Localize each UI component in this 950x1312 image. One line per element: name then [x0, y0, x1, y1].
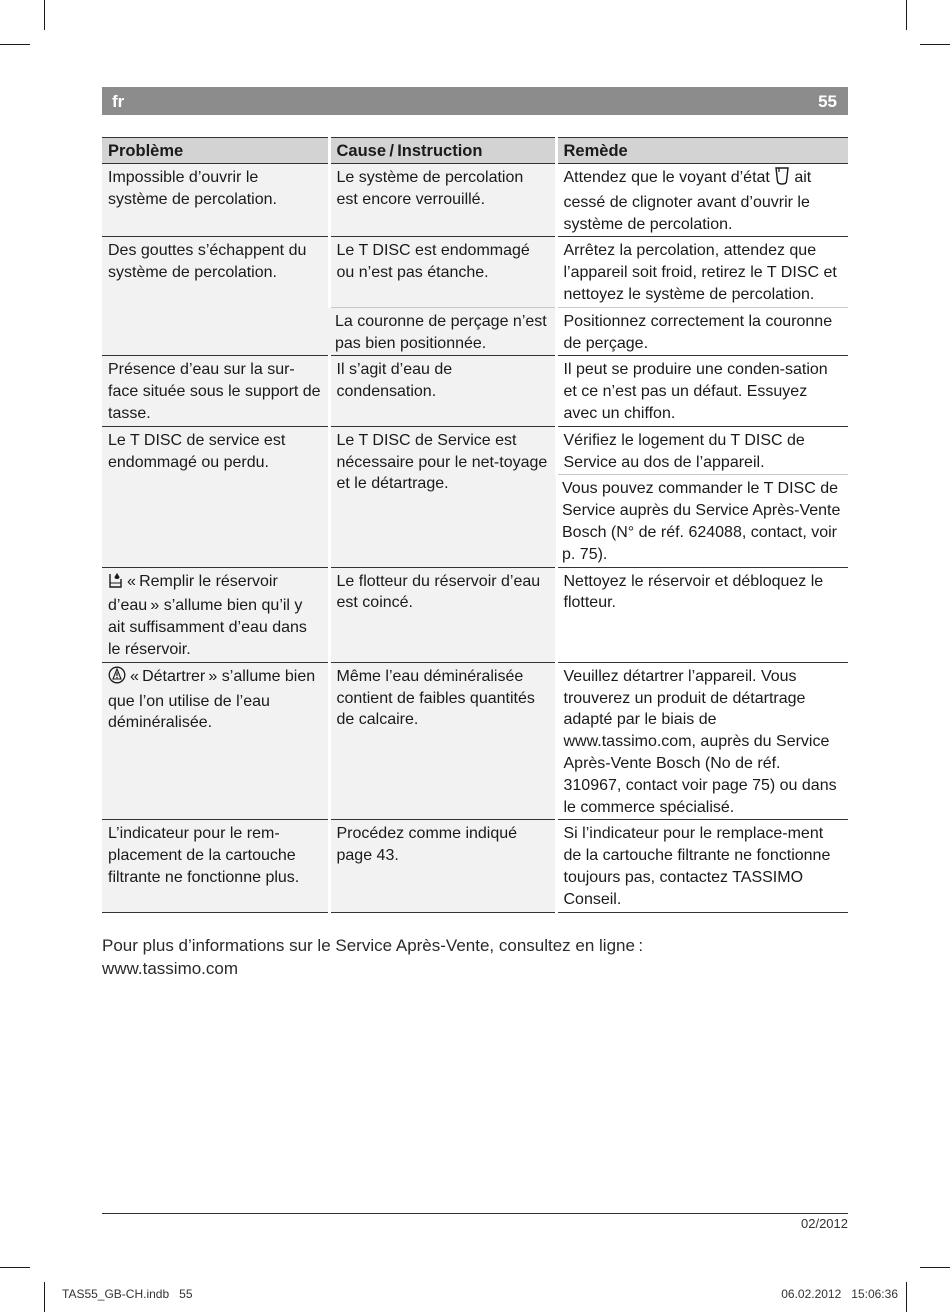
cause-cell: Le T DISC de Service est nécessaire pour le net-toyage et le détartrage. — [329, 426, 556, 567]
print-slug-file: TAS55_GB-CH.indb 55 — [62, 1287, 193, 1301]
service-info-line: Pour plus d’informations sur le Service Après-Vente, consultez en ligne : — [102, 936, 644, 955]
troubleshooting-table — [102, 137, 848, 913]
problem-cell: Impossible d’ouvrir le système de percolation. — [102, 164, 329, 237]
problem-cell: Présence d’eau sur la sur-face située sous le support de tasse. — [102, 356, 329, 426]
table-row — [102, 820, 848, 912]
remedy-cell: Nettoyez le réservoir et débloquez le flotteur. — [556, 567, 848, 662]
remedy-cell: Vous pouvez commander le T DISC de Service auprès du Service Après-Vente Bosch (N° de réf. 624088, contact, voir p. 75). — [556, 475, 848, 567]
problem-cell — [102, 567, 329, 662]
crop-mark — [906, 0, 907, 30]
remedy-cell: Vérifiez le logement du T DISC de Service au dos de l’appareil. — [556, 426, 848, 475]
service-info-text — [102, 935, 643, 980]
descale-warning-icon — [108, 666, 126, 691]
column-header-problem: Problème — [102, 138, 329, 164]
language-label: fr — [112, 92, 125, 111]
crop-mark — [920, 44, 950, 45]
problem-cell — [102, 662, 329, 820]
problem-cell: Des gouttes s’échappent du système de percolation. — [102, 237, 329, 356]
problem-cell: L’indicateur pour le rem-placement de la cartouche filtrante ne fonctionne plus. — [102, 820, 329, 912]
column-header-cause: Cause / Instruction — [329, 138, 556, 164]
page-number: 55 — [818, 92, 837, 111]
problem-text: « Détartrer » s’allume bien que l’on utilise de l’eau déminéralisée. — [108, 667, 316, 732]
problem-cell: Le T DISC de service est endommagé ou perdu. — [102, 426, 329, 567]
crop-mark — [0, 44, 30, 45]
table-row — [102, 164, 848, 237]
problem-text: « Remplir le réservoir d’eau » s’allume bien qu’il y ait suffisamment d’eau dans le réservoir. — [108, 572, 307, 658]
cause-cell: Le T DISC est endommagé ou n’est pas étanche. — [329, 237, 556, 307]
table-header-row — [102, 138, 848, 164]
crop-mark — [44, 0, 45, 30]
remedy-cell: Veuillez détartrer l’appareil. Vous trouverez un produit de détartrage adapté par le biais de www.tassimo.com, auprès du Service Après-Vente Bosch (No de réf. 310967, contact voir page 75) ou dans le commerce spécialisé. — [556, 662, 848, 820]
crop-mark — [0, 1267, 30, 1268]
table-row — [102, 237, 848, 307]
remedy-cell: Si l’indicateur pour le remplace-ment de la cartouche filtrante ne fonctionne toujours pas, contactez TASSIMO Conseil. — [556, 820, 848, 912]
cause-cell: La couronne de perçage n’est pas bien positionnée. — [329, 307, 556, 356]
remedy-cell: Il peut se produire une conden-sation et ce n’est pas un défaut. Essuyez avec un chiffon. — [556, 356, 848, 426]
document-date: 02/2012 — [801, 1216, 848, 1231]
cause-cell: Procédez comme indiqué page 43. — [329, 820, 556, 912]
print-slug-timestamp: 06.02.2012 15:06:36 — [781, 1287, 898, 1301]
footer-divider — [102, 1213, 848, 1214]
table-row — [102, 662, 848, 820]
service-website: www.tassimo.com — [102, 958, 239, 978]
table-row — [102, 426, 848, 475]
crop-mark — [906, 1282, 907, 1312]
remedy-text: Attendez que le voyant d’état — [563, 169, 770, 186]
remedy-cell — [556, 164, 848, 237]
table-row — [102, 356, 848, 426]
cause-cell: Le système de percolation est encore verrouillé. — [329, 164, 556, 237]
remedy-cell: Positionnez correctement la couronne de perçage. — [556, 307, 848, 356]
remedy-text: ait cessé de clignoter avant d’ouvrir le système de percolation. — [563, 169, 812, 233]
cause-cell: Le flotteur du réservoir d’eau est coincé. — [329, 567, 556, 662]
cause-cell: Même l’eau déminéralisée contient de faibles quantités de calcaire. — [329, 662, 556, 820]
page-header-bar — [102, 87, 848, 115]
cup-status-icon — [774, 167, 790, 192]
column-header-remedy: Remède — [556, 138, 848, 164]
cause-cell: Il s’agit d’eau de condensation. — [329, 356, 556, 426]
crop-mark — [44, 1282, 45, 1312]
remedy-cell: Arrêtez la percolation, attendez que l’appareil soit froid, retirez le T DISC et nettoyez le système de percolation. — [556, 237, 848, 307]
water-tank-icon — [108, 572, 123, 596]
table-row — [102, 567, 848, 662]
crop-mark — [920, 1267, 950, 1268]
